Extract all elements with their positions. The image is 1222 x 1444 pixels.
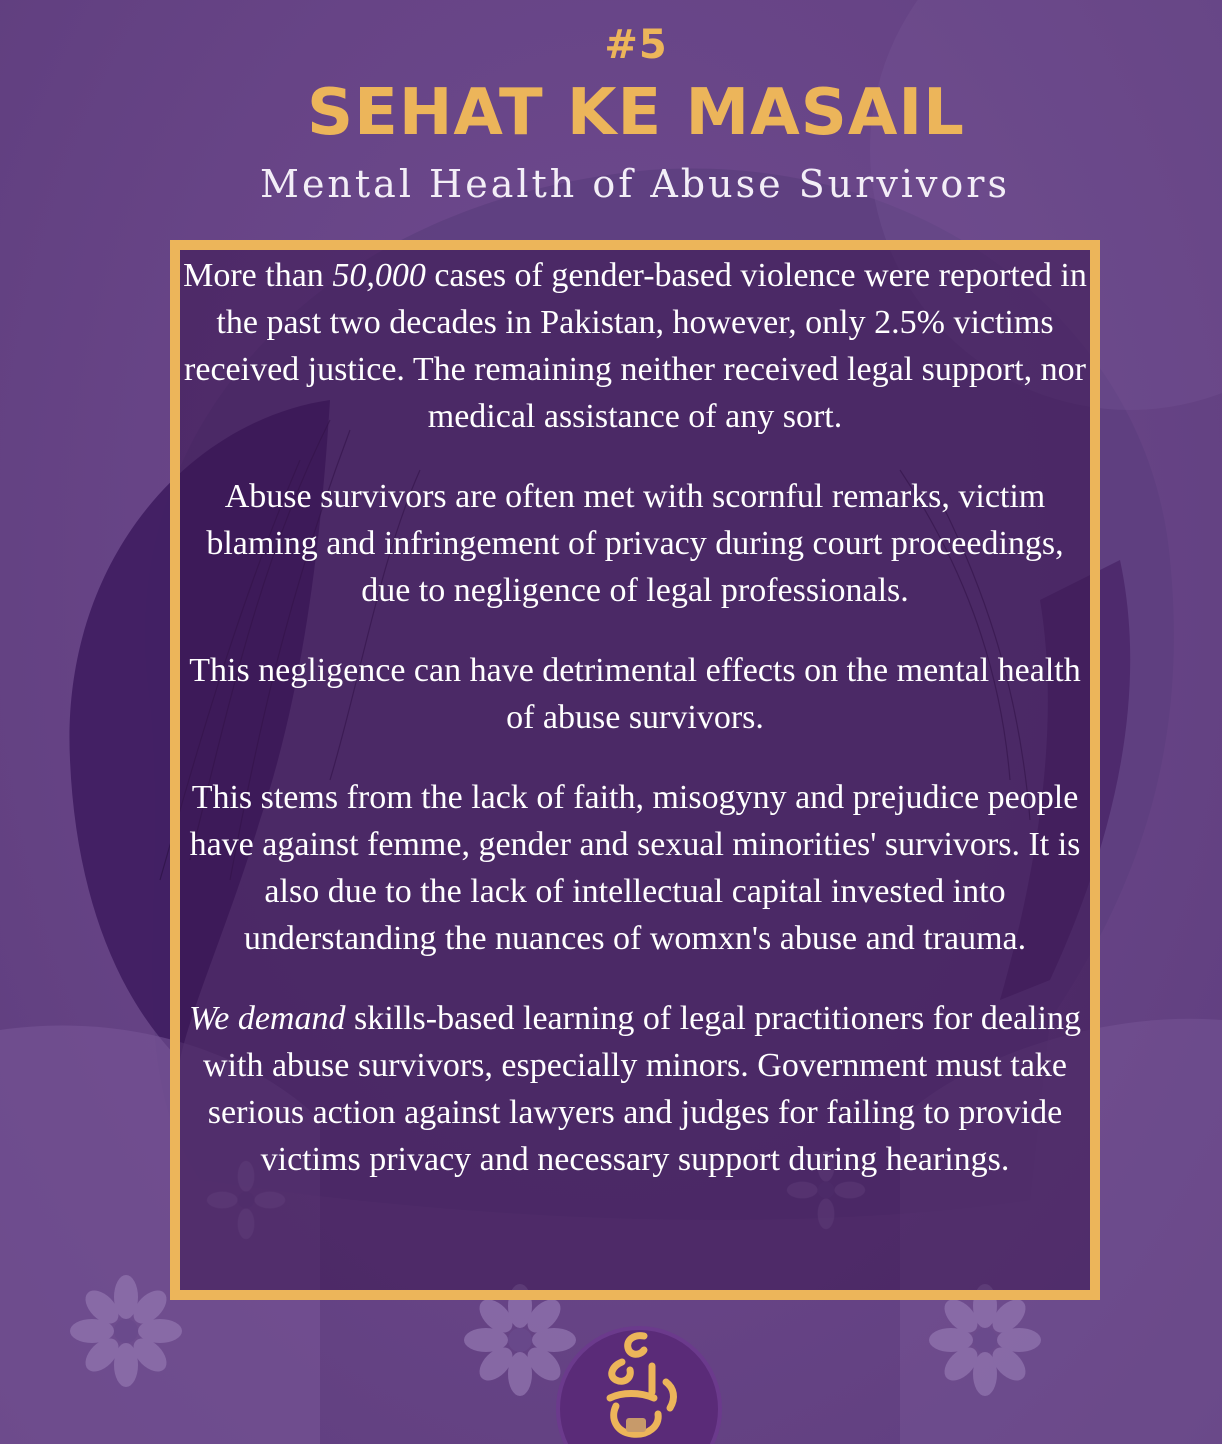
post-number: #5 xyxy=(604,22,668,68)
paragraph-statistics xyxy=(180,252,1090,440)
body-text xyxy=(180,252,1090,1216)
aurat-march-logo-icon xyxy=(582,1322,692,1444)
page-title: SEHAT KE MASAIL xyxy=(307,76,965,150)
page-subtitle: Mental Health of Abuse Survivors xyxy=(260,162,1010,206)
p1-post: cases of gender-based violence were reported in the past two decades in Pakistan, however, only 2.5% victims received justice. The remaining neither received legal support, nor medical assistance of any sort. xyxy=(184,257,1087,435)
p1-emphasis: 50,000 xyxy=(332,257,426,294)
paragraph-demand xyxy=(180,995,1090,1183)
paragraph-causes: This stems from the lack of faith, misogyny and prejudice people have against femme, gender and sexual minorities' survivors. It is also due to the lack of intellectual capital invested into understanding the nuances of womxn's abuse and trauma. xyxy=(189,779,1081,957)
p1-pre: More than xyxy=(183,257,333,294)
paragraph-court-treatment: Abuse survivors are often met with scornful remarks, victim blaming and infringement of privacy during court proceedings, due to negligence of legal professionals. xyxy=(206,478,1064,609)
paragraph-negligence: This negligence can have detrimental effects on the mental health of abuse survivors. xyxy=(189,652,1081,736)
p5-post: skills-based learning of legal practitioners for dealing with abuse survivors, especially minors. Government must take serious action against lawyers and judges for failing to provide victims privacy and necessary support during hearings. xyxy=(203,1000,1081,1178)
p5-emphasis: We demand xyxy=(189,1000,346,1037)
